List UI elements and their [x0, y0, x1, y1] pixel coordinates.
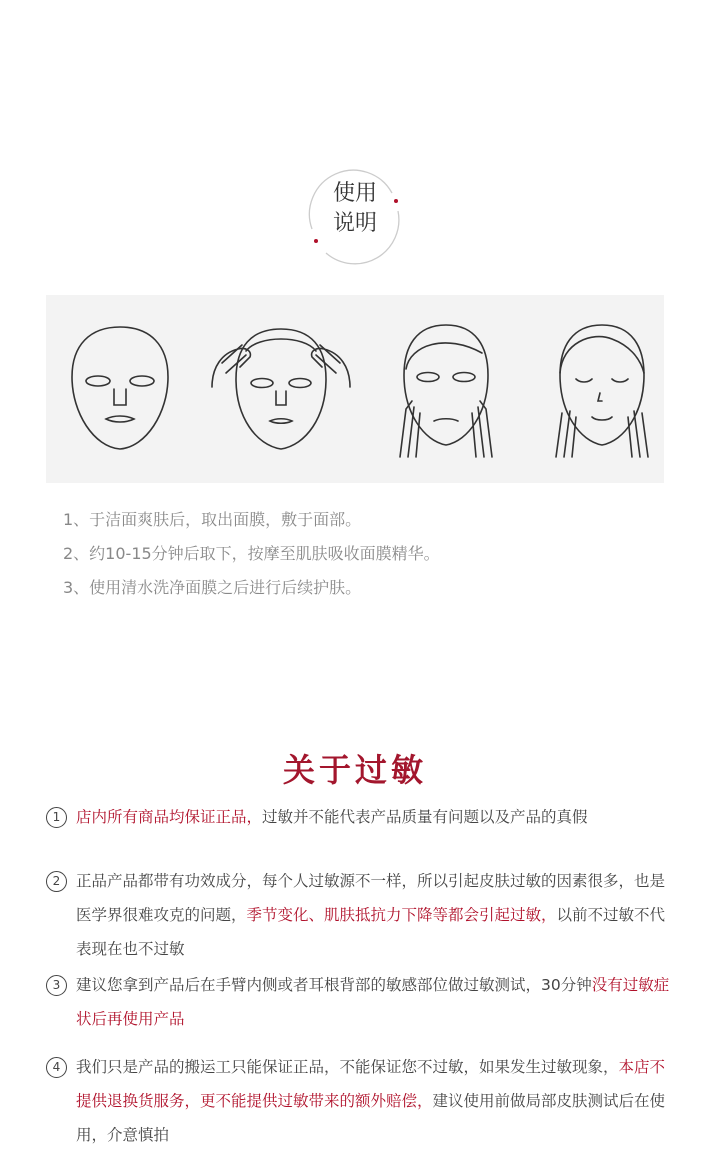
note-4-highlight: 本店不提供退换货服务，更不能提供过敏带来的额外赔偿， [76, 1058, 666, 1110]
circled-number-2: 2 [46, 871, 67, 892]
note-2-text: 正品产品都带有功效成分，每个人过敏源不一样，所以引起皮肤过敏的因素很多，也是医学界很难攻克的问题， [76, 872, 666, 924]
note-2-highlight: 季节变化、肌肤抵抗力下降等都会引起过敏， [246, 906, 557, 924]
circled-number-4: 4 [46, 1057, 67, 1078]
usage-step-1: 1、于洁面爽肤后，取出面膜，敷于面部。 [63, 510, 362, 529]
allergy-title: 关于过敏 [282, 751, 427, 789]
allergy-note-3 [46, 968, 676, 1036]
allergy-note-1 [46, 800, 676, 834]
note-2-text-end: 以前不过敏不代表现在也不过敏 [76, 906, 666, 958]
note-1-highlight: 店内所有商品均保证正品， [76, 808, 263, 826]
pat-skin-icon [542, 317, 662, 467]
badge-line-2: 说明 [332, 211, 377, 236]
usage-instructions-badge [304, 167, 406, 269]
sheet-mask-icon [62, 317, 178, 457]
note-4-text-end: 建议使用前做局部皮肤测试后在使用，介意慎拍 [76, 1092, 666, 1144]
allergy-note-4 [46, 1050, 676, 1152]
usage-step-2: 2、约10-15分钟后取下，按摩至肌肤吸收面膜精华。 [63, 544, 440, 563]
circled-number-1: 1 [46, 807, 67, 828]
allergy-note-2 [46, 864, 676, 966]
massage-face-icon [386, 317, 506, 467]
applying-mask-icon [206, 317, 356, 467]
circled-number-3: 3 [46, 975, 67, 996]
usage-step-3: 3、使用清水洗净面膜之后进行后续护肤。 [63, 578, 362, 597]
allergy-notes [46, 800, 676, 1152]
note-4-text: 我们只是产品的搬运工只能保证正品，不能保证您不过敏，如果发生过敏现象， [76, 1058, 619, 1076]
note-1-text: 过敏并不能代表产品质量有问题以及产品的真假 [262, 808, 588, 826]
illustration-panel [46, 295, 664, 483]
badge-line-1: 使用 [332, 181, 377, 206]
note-3-highlight: 没有过敏症状后再使用产品 [76, 976, 670, 1028]
usage-steps [63, 503, 440, 605]
note-3-text: 建议您拿到产品后在手臂内侧或者耳根背部的敏感部位做过敏测试，30分钟 [76, 976, 592, 994]
